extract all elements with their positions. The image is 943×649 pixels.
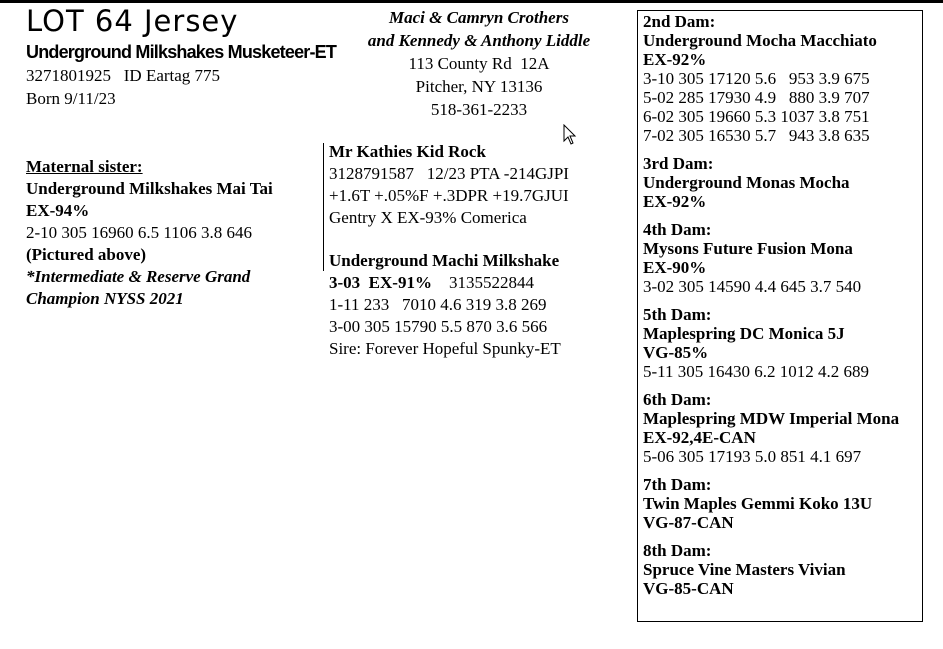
pedigree-score: VG-85% xyxy=(643,343,709,362)
pedigree-record: 3-10 305 17120 5.6 953 3.9 675 xyxy=(643,69,870,88)
maternal-sister-section xyxy=(26,156,273,310)
lot-title: LOT 64 Jersey xyxy=(26,4,239,38)
pedigree-3rd-dam xyxy=(643,154,899,211)
pedigree-label: 8th Dam: xyxy=(643,541,712,560)
dam-record-2: 3-00 305 15790 5.5 870 3.6 566 xyxy=(329,317,548,336)
top-border xyxy=(0,0,943,3)
animal-registration-ids: 3271801925 ID Eartag 775 xyxy=(26,66,221,85)
sire-section xyxy=(329,141,569,229)
pedigree-label: 2nd Dam: xyxy=(643,12,716,31)
sire-line-2: +1.6T +.05%F +.3DPR +19.7GJUI xyxy=(329,186,569,205)
pedigree-name: Underground Mocha Macchiato xyxy=(643,31,877,50)
sire-line-3: Gentry X EX-93% Comerica xyxy=(329,208,527,227)
pedigree-record: 5-06 305 17193 5.0 851 4.1 697 xyxy=(643,447,862,466)
animal-name: Underground Milkshakes Musketeer-ET xyxy=(26,42,337,62)
pedigree-score: EX-92% xyxy=(643,50,707,69)
pedigree-label: 6th Dam: xyxy=(643,390,712,409)
pedigree-label: 3rd Dam: xyxy=(643,154,714,173)
maternal-sister-score: EX-94% xyxy=(26,201,90,220)
owner-address: 113 County Rd 12A xyxy=(408,54,550,73)
dam-sire: Sire: Forever Hopeful Spunky-ET xyxy=(329,339,561,358)
pedigree-score: EX-92,4E-CAN xyxy=(643,428,756,447)
owner-line-1: Maci & Camryn Crothers xyxy=(389,8,569,27)
pedigree-name: Maplespring DC Monica 5J xyxy=(643,324,845,343)
pedigree-name: Twin Maples Gemmi Koko 13U xyxy=(643,494,873,513)
pedigree-label: 5th Dam: xyxy=(643,305,712,324)
dam-name: Underground Machi Milkshake xyxy=(329,251,560,270)
pedigree-score: EX-90% xyxy=(643,258,707,277)
maternal-sister-record: 2-10 305 16960 6.5 1106 3.8 646 xyxy=(26,223,253,242)
pedigree-list xyxy=(643,12,899,607)
sire-divider-line xyxy=(323,143,324,271)
pedigree-record: 5-02 285 17930 4.9 880 3.9 707 xyxy=(643,88,870,107)
owner-contact xyxy=(348,6,610,121)
pedigree-8th-dam xyxy=(643,541,899,598)
pedigree-label: 7th Dam: xyxy=(643,475,712,494)
mouse-pointer-icon xyxy=(563,124,577,146)
owner-city: Pitcher, NY 13136 xyxy=(415,77,543,96)
dam-record-1: 1-11 233 7010 4.6 319 3.8 269 xyxy=(329,295,547,314)
pedigree-2nd-dam xyxy=(643,12,899,145)
pedigree-label: 4th Dam: xyxy=(643,220,712,239)
maternal-sister-heading: Maternal sister: xyxy=(26,157,143,176)
pedigree-score: VG-87-CAN xyxy=(643,513,734,532)
sire-name: Mr Kathies Kid Rock xyxy=(329,142,486,161)
owner-phone: 518-361-2233 xyxy=(430,100,528,119)
pedigree-record: 3-02 305 14590 4.4 645 3.7 540 xyxy=(643,277,862,296)
pedigree-name: Mysons Future Fusion Mona xyxy=(643,239,853,258)
dam-registration: 3135522844 xyxy=(448,273,534,292)
pedigree-7th-dam xyxy=(643,475,899,532)
pedigree-6th-dam xyxy=(643,390,899,466)
pedigree-record: 5-11 305 16430 6.2 1012 4.2 689 xyxy=(643,362,870,381)
pedigree-name: Maplespring MDW Imperial Mona xyxy=(643,409,900,428)
pedigree-record: 7-02 305 16530 5.7 943 3.8 635 xyxy=(643,126,870,145)
pedigree-score: VG-85-CAN xyxy=(643,579,734,598)
dam-score: 3-03 EX-91% xyxy=(329,273,432,292)
maternal-sister-name: Underground Milkshakes Mai Tai xyxy=(26,179,273,198)
animal-birth-date: Born 9/11/23 xyxy=(26,89,116,108)
sire-line-1: 3128791587 12/23 PTA -214GJPI xyxy=(329,164,569,183)
maternal-sister-pictured: (Pictured above) xyxy=(26,245,147,264)
maternal-sister-award-line-1: *Intermediate & Reserve Grand xyxy=(26,267,251,286)
pedigree-5th-dam xyxy=(643,305,899,381)
pedigree-name: Spruce Vine Masters Vivian xyxy=(643,560,846,579)
dam-section xyxy=(329,250,561,360)
maternal-sister-award-line-2: Champion NYSS 2021 xyxy=(26,289,184,308)
owner-line-2: and Kennedy & Anthony Liddle xyxy=(367,31,591,50)
pedigree-name: Underground Monas Mocha xyxy=(643,173,850,192)
pedigree-4th-dam xyxy=(643,220,899,296)
pedigree-score: EX-92% xyxy=(643,192,707,211)
pedigree-record: 6-02 305 19660 5.3 1037 3.8 751 xyxy=(643,107,870,126)
